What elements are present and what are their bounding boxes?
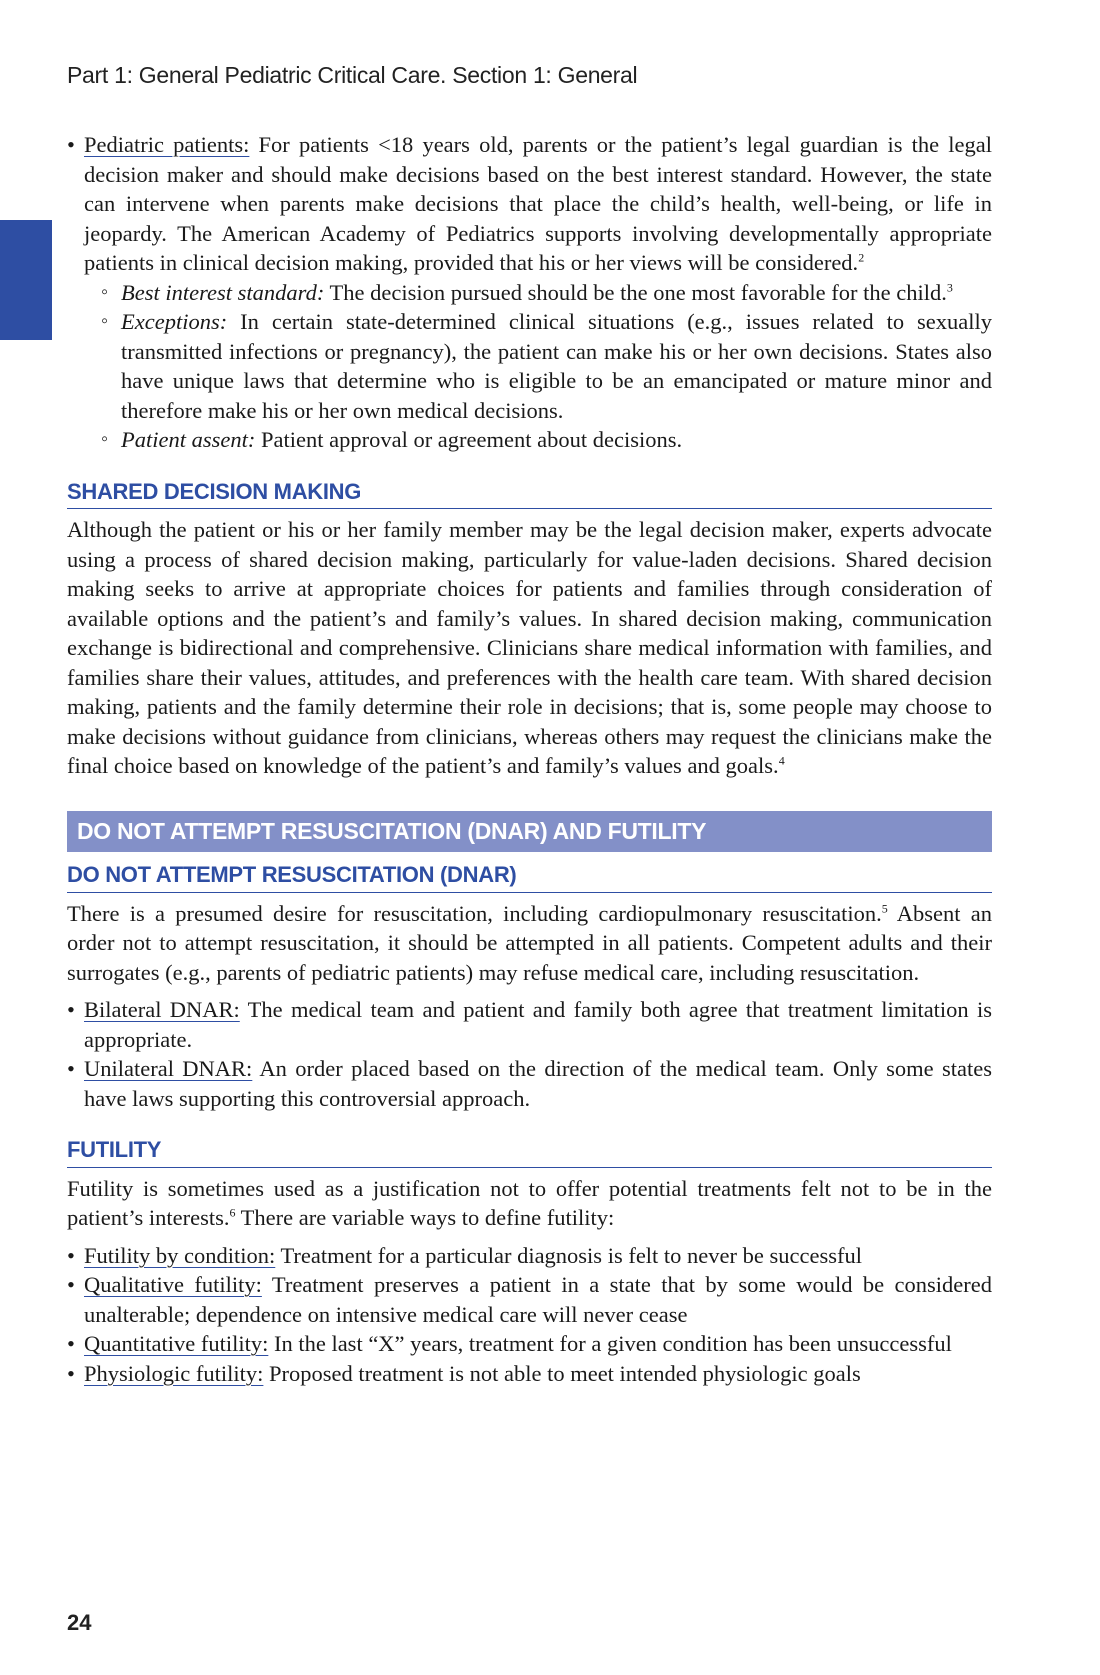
- list-item-bilateral-dnar: [67, 995, 992, 1054]
- list-item-pediatric-patients: [67, 130, 992, 455]
- reference-marker: 4: [778, 753, 785, 768]
- paragraph-text: Absent an order not to attempt resuscitation, it should be attempted in all patients. Competent adults and their surrogates (e.g., parents of pediatric patients) may refuse medical care, including resuscitation.: [67, 900, 992, 985]
- item-text: Proposed treatment is not able to meet intended physiologic goals: [263, 1360, 861, 1386]
- sub-item-exceptions: [84, 307, 992, 425]
- item-text: Treatment for a particular diagnosis is felt to never be successful: [275, 1242, 862, 1268]
- item-text: Treatment preserves a patient in a state that by some would be considered unalterable; dependence on intensive medical care will never cease: [84, 1272, 992, 1327]
- term-label: Unilateral DNAR:: [84, 1056, 253, 1081]
- reference-marker: 2: [858, 250, 865, 265]
- subterm-label: Patient assent:: [121, 427, 256, 452]
- futility-paragraph: [67, 1174, 992, 1233]
- subterm-label: Best interest standard:: [121, 279, 325, 305]
- dnar-list: [67, 995, 992, 1113]
- dnar-paragraph: [67, 899, 992, 988]
- item-text: Patient approval or agreement about decisions.: [255, 427, 683, 452]
- reference-marker: 3: [946, 280, 953, 294]
- intro-list: [67, 130, 992, 455]
- item-text: In certain state-determined clinical situations (e.g., issues related to sexually transmitted infections or pregnancy), the patient can make his or her own decisions. States also have unique laws that determine who is eligible to be an emancipated or mature minor and therefore make his or her own medical decisions.: [121, 309, 992, 423]
- item-text: The medical team and patient and family both agree that treatment limitation is appropriate.: [84, 997, 992, 1052]
- sub-item-patient-assent: [84, 425, 992, 455]
- paragraph-text: There is a presumed desire for resuscitation, including cardiopulmonary resuscitation.: [67, 900, 882, 926]
- paragraph-text: There are variable ways to define futility:: [235, 1205, 615, 1230]
- term-label: Pediatric patients:: [84, 132, 250, 157]
- sub-list: [84, 278, 992, 455]
- term-label: Quantitative futility:: [84, 1331, 269, 1356]
- section-banner-dnar-futility: DO NOT ATTEMPT RESUSCITATION (DNAR) AND FUTILITY: [67, 811, 992, 853]
- term-label: Futility by condition:: [84, 1242, 276, 1268]
- page-body: [67, 130, 992, 1388]
- section-tab-marker: [0, 220, 52, 340]
- reference-marker: 5: [881, 901, 888, 915]
- sub-item-best-interest: [84, 278, 992, 308]
- term-label: Qualitative futility:: [84, 1272, 262, 1297]
- shared-decision-paragraph: [67, 515, 992, 781]
- page-number: 24: [67, 1610, 92, 1635]
- list-item-quantitative-futility: [67, 1329, 992, 1359]
- list-item-futility-by-condition: [67, 1241, 992, 1271]
- item-text: The decision pursued should be the one most favorable for the child.: [324, 279, 947, 305]
- list-item-physiologic-futility: [67, 1359, 992, 1389]
- list-item-unilateral-dnar: [67, 1054, 992, 1113]
- subterm-label: Exceptions:: [121, 309, 228, 334]
- heading-shared-decision-making: SHARED DECISION MAKING: [67, 477, 992, 510]
- heading-dnar: DO NOT ATTEMPT RESUSCITATION (DNAR): [67, 860, 992, 893]
- item-text: For patients <18 years old, parents or the patient’s legal guardian is the legal decision maker and should make decisions based on the best interest standard. However, the state can intervene when parents make decisions that place the child’s health, well-being, or life in jeopardy. The American Academy of Pediatrics supports involving developmentally appropriate patients in clinical decision making, provided that his or her views will be considered.: [84, 132, 992, 275]
- paragraph-text: Although the patient or his or her family member may be the legal decision maker, experts advocate using a process of shared decision making, particularly for value-laden decisions. Shared decision making seeks to arrive at appropriate choices for patients and families through consideration of available options and the patient’s and family’s values. In shared decision making, communication exchange is bidirectional and comprehensive. Clinicians share medical information with families, and families share their values, attitudes, and preferences with the health care team. With shared decision making, patients and the family determine their role in decisions; that is, some people may choose to make decisions without guidance from clinicians, whereas others may request the clinicians make the final choice based on knowledge of the patient’s and family’s values and goals.: [67, 517, 992, 778]
- futility-list: [67, 1241, 992, 1389]
- item-text: In the last “X” years, treatment for a given condition has been unsuccessful: [268, 1331, 952, 1356]
- term-label: Bilateral DNAR:: [84, 997, 240, 1022]
- term-label: Physiologic futility:: [84, 1360, 264, 1386]
- reference-marker: 6: [229, 1205, 236, 1220]
- paragraph-text: Futility is sometimes used as a justification not to offer potential treatments felt not to be in the patient’s interests.: [67, 1175, 992, 1230]
- list-item-qualitative-futility: [67, 1270, 992, 1329]
- item-text: An order placed based on the direction of the medical team. Only some states have laws supporting this controversial approach.: [84, 1056, 992, 1111]
- running-head: Part 1: General Pediatric Critical Care. Section 1: General: [67, 62, 638, 88]
- heading-futility: FUTILITY: [67, 1135, 992, 1168]
